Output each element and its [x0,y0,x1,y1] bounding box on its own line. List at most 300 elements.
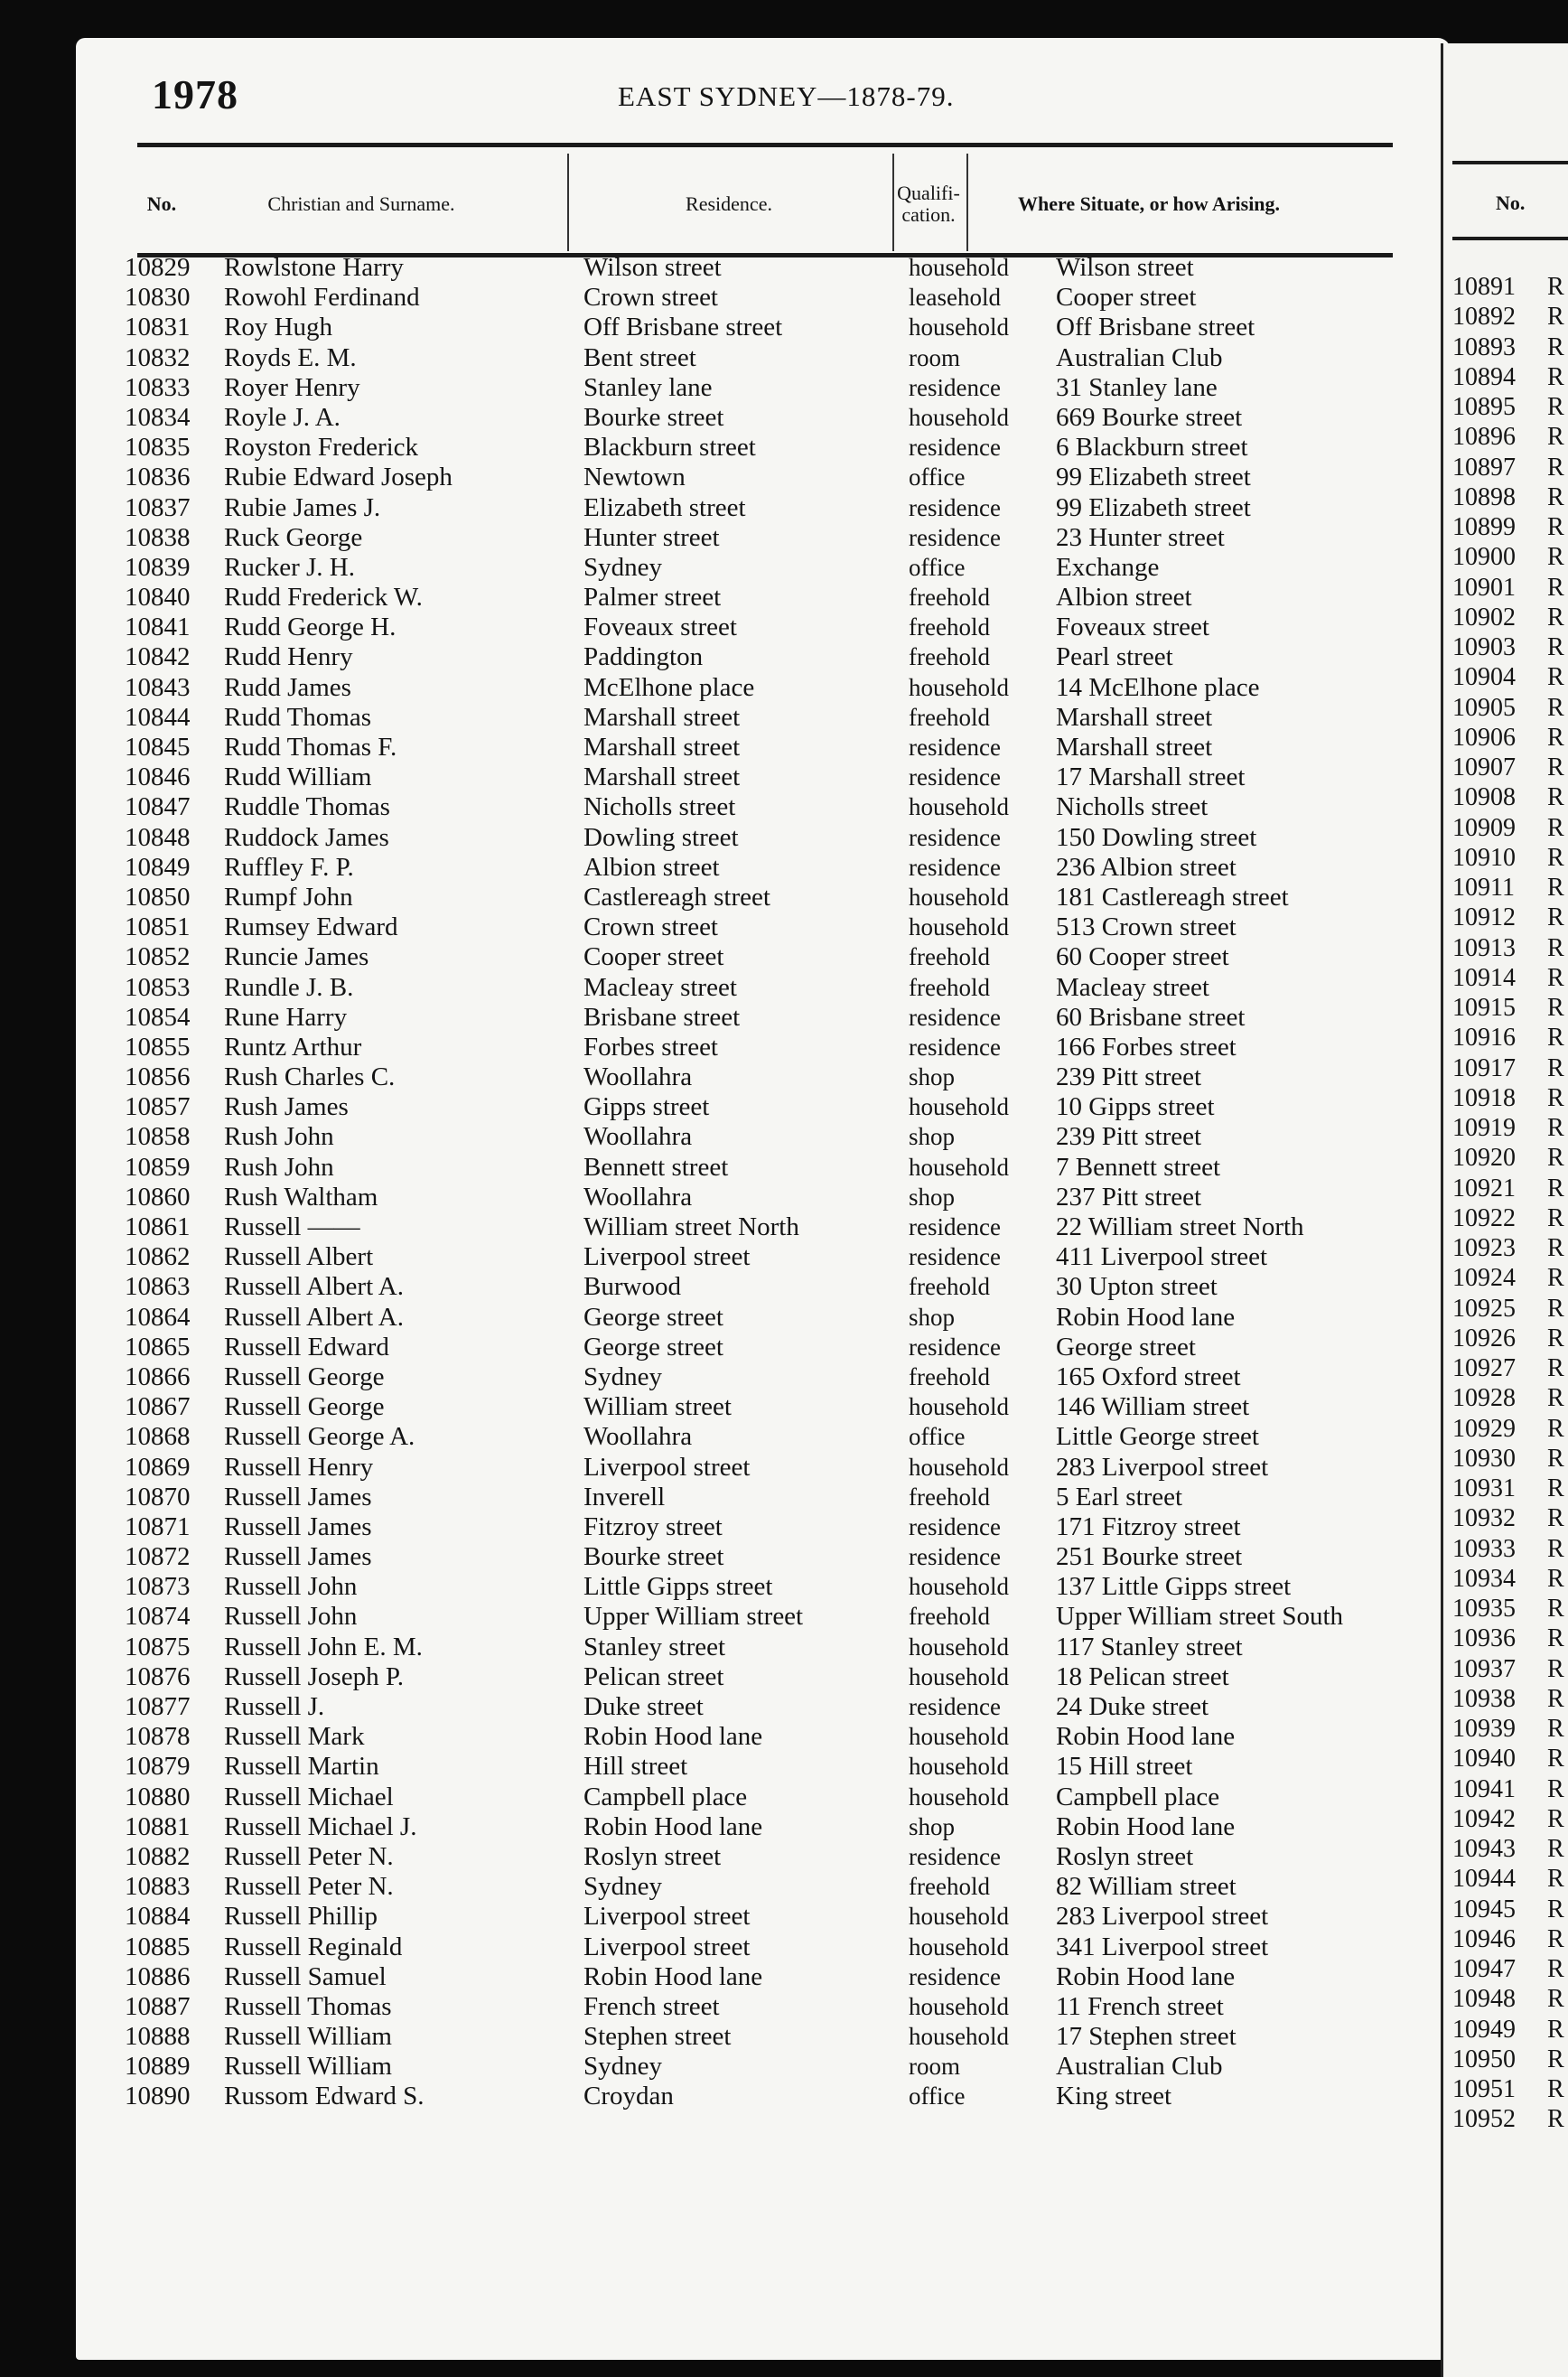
residence: Bourke street [583,402,724,432]
next-page-entry-number: 10950 [1452,2045,1516,2073]
table-row [76,1633,1431,1662]
where-situate: Albion street [1056,583,1192,613]
elector-name: Runcie James [224,942,369,972]
where-situate: 23 Hunter street [1056,522,1225,552]
next-page-row [1443,933,1568,963]
table-row [76,1333,1431,1362]
next-page-entry-number: 10911 [1452,874,1515,902]
residence: Liverpool street [583,1902,751,1932]
next-page-row [1443,1383,1568,1413]
next-page-row [1443,2074,1568,2104]
next-page-row [1443,512,1568,542]
column-header-qualification-line1: Qualifi- [897,181,960,204]
elector-name: Russom Edward S. [224,2082,425,2111]
entry-number: 10886 [125,1961,191,1991]
where-situate: 60 Brisbane street [1056,1002,1246,1032]
residence: Bent street [583,342,696,372]
elector-name: Russell Albert [224,1242,374,1272]
elector-name: Russell Peter N. [224,1872,394,1902]
qualification: office [909,1423,966,1451]
residence: William street North [583,1212,799,1241]
next-page-row [1443,1534,1568,1564]
next-page-entry-number: 10925 [1452,1294,1516,1323]
residence: Stanley lane [583,372,713,402]
entry-number: 10856 [125,1062,191,1092]
elector-name: Russell Peter N. [224,1841,394,1871]
residence: Albion street [583,852,720,882]
entry-number: 10883 [125,1872,191,1902]
where-situate: Exchange [1056,552,1160,582]
next-page-entry-number: 10903 [1452,633,1516,661]
where-situate: 17 Marshall street [1056,763,1246,792]
qualification: shop [909,1183,956,1211]
entry-number: 10837 [125,492,191,522]
next-page-entry-number: 10901 [1452,573,1516,602]
next-page-row [1443,1684,1568,1714]
entry-number: 10853 [125,972,191,1002]
residence: Crown street [583,283,718,313]
table-row [76,583,1431,613]
entry-number: 10850 [125,882,191,912]
next-page-name-initial: R [1547,1024,1564,1053]
where-situate: Wilson street [1056,253,1194,282]
next-page-entry-number: 10896 [1452,423,1516,452]
where-situate: 17 Stephen street [1056,2022,1237,2052]
elector-name: Russell Henry [224,1452,374,1482]
next-page-entry-number: 10908 [1452,783,1516,812]
qualification: residence [909,1213,1001,1240]
entry-number: 10839 [125,552,191,582]
table-row [76,613,1431,642]
elector-name: Russell Martin [224,1752,379,1782]
entry-number: 10842 [125,642,191,672]
next-page-entry-number: 10921 [1452,1174,1516,1203]
qualification: household [909,254,1009,281]
residence: Hill street [583,1752,688,1782]
next-page-name-initial: R [1547,1504,1564,1533]
table-row [76,313,1431,342]
table-row [76,1033,1431,1062]
qualification: room [909,343,960,371]
next-page-row [1443,2015,1568,2045]
residence: William street [583,1392,732,1422]
residence: Bourke street [583,1542,724,1572]
next-page-row [1443,302,1568,332]
next-page-entry-number: 10897 [1452,453,1516,482]
next-page-entry-number: 10952 [1452,2105,1516,2134]
qualification: freehold [909,943,990,971]
where-situate: Pearl street [1056,642,1173,672]
elector-name: Royston Frederick [224,433,419,463]
next-page-entry-number: 10909 [1452,813,1516,842]
next-page-name-initial: R [1547,1174,1564,1203]
next-page-entry-number: 10927 [1452,1354,1516,1382]
next-page-edge [1441,43,1568,2377]
where-situate: 171 Fitzroy street [1056,1511,1241,1541]
residence: Robin Hood lane [583,1961,763,1991]
table-row [76,1902,1431,1932]
qualification: household [909,1662,1009,1690]
next-page-name-initial: R [1547,393,1564,421]
entry-number: 10875 [125,1632,191,1661]
residence: Duke street [583,1692,704,1721]
elector-name: Russell Samuel [224,1961,387,1991]
qualification: residence [909,853,1001,881]
entry-number: 10882 [125,1841,191,1871]
next-page-entry-number: 10942 [1452,1804,1516,1833]
residence: Blackburn street [583,433,756,463]
next-page-name-initial: R [1547,1324,1564,1352]
table-row [76,2052,1431,2082]
elector-name: Russell James [224,1511,372,1541]
residence: Inverell [583,1482,666,1511]
next-page-entry-number: 10929 [1452,1414,1516,1443]
where-situate: 99 Elizabeth street [1056,492,1251,522]
next-page-entry-number: 10905 [1452,693,1516,722]
next-page-entry-number: 10893 [1452,332,1516,361]
residence: Foveaux street [583,613,737,642]
elector-name: Ruddock James [224,822,389,852]
next-page-row [1443,693,1568,723]
elector-name: Rowlstone Harry [224,253,404,282]
next-page-row [1443,573,1568,603]
next-page-name-initial: R [1547,362,1564,391]
table-row [76,1842,1431,1872]
next-page-entry-number: 10920 [1452,1144,1516,1173]
next-page-row [1443,362,1568,392]
next-page-entry-number: 10937 [1452,1654,1516,1683]
table-row [76,283,1431,313]
next-page-row [1443,993,1568,1023]
next-page-row [1443,1053,1568,1083]
next-page-row [1443,1203,1568,1233]
entry-number: 10877 [125,1692,191,1721]
next-page-entry-number: 10948 [1452,1985,1516,2014]
elector-name: Russell Albert A. [224,1272,404,1302]
next-page-entry-number: 10928 [1452,1384,1516,1413]
next-page-entry-number: 10900 [1452,543,1516,572]
qualification: residence [909,1512,1001,1540]
next-page-row [1443,1834,1568,1864]
table-row [76,1542,1431,1572]
residence: Robin Hood lane [583,1722,763,1752]
table-row [76,1962,1431,1992]
qualification: household [909,1453,1009,1481]
next-page-entry-number: 10894 [1452,362,1516,391]
next-page-row [1443,422,1568,452]
qualification: household [909,1753,1009,1781]
elector-name: Royle J. A. [224,402,341,432]
qualification: household [909,403,1009,431]
next-page-entry-number: 10906 [1452,723,1516,752]
elector-name: Rush John [224,1122,334,1152]
where-situate: 237 Pitt street [1056,1182,1202,1212]
residence: Castlereagh street [583,882,770,912]
elector-name: Rush Waltham [224,1182,378,1212]
elector-name: Ruffley F. P. [224,852,354,882]
elector-name: Ruddle Thomas [224,792,390,822]
entry-number: 10867 [125,1392,191,1422]
residence: Sydney [583,552,662,582]
table-row [76,403,1431,433]
next-page-row [1443,1774,1568,1804]
where-situate: Marshall street [1056,702,1213,732]
elector-name: Russell —— [224,1212,360,1241]
where-situate: 24 Duke street [1056,1692,1209,1721]
qualification: household [909,1633,1009,1661]
table-row [76,1783,1431,1812]
where-situate: Robin Hood lane [1056,1302,1236,1332]
elector-name: Rucker J. H. [224,552,355,582]
where-situate: 150 Dowling street [1056,822,1257,852]
next-page-name-initial: R [1547,453,1564,482]
where-situate: 181 Castlereagh street [1056,882,1289,912]
table-row [76,1062,1431,1092]
residence: Cooper street [583,942,724,972]
entry-number: 10874 [125,1602,191,1632]
table-row [76,433,1431,463]
next-page-name-initial: R [1547,1684,1564,1713]
running-head: EAST SYDNEY—1878-79. [618,80,955,112]
residence: Fitzroy street [583,1511,723,1541]
table-row [76,942,1431,972]
entry-number: 10831 [125,313,191,342]
elector-name: Russell Michael [224,1782,394,1811]
where-situate: 60 Cooper street [1056,942,1229,972]
next-page-name-initial: R [1547,723,1564,752]
table-row [76,553,1431,583]
next-page-entry-number: 10936 [1452,1624,1516,1653]
next-page-entry-number: 10932 [1452,1504,1516,1533]
next-page-name-initial: R [1547,2015,1564,2044]
elector-name: Rudd Frederick W. [224,583,423,613]
entry-number: 10885 [125,1932,191,1961]
residence: Woollahra [583,1062,693,1092]
next-page-name-initial: R [1547,1564,1564,1593]
qualification: office [909,2082,966,2110]
qualification: residence [909,1033,1001,1061]
next-page-name-initial: R [1547,663,1564,692]
qualification: residence [909,763,1001,791]
column-header-qualification-line2: cation. [901,203,956,226]
where-situate: Marshall street [1056,733,1213,762]
qualification: residence [909,1243,1001,1271]
next-page-row [1443,1864,1568,1894]
next-page-row [1443,603,1568,632]
next-page-entry-number: 10919 [1452,1114,1516,1142]
next-page-row [1443,1954,1568,1984]
residence: Marshall street [583,733,741,762]
residence: Newtown [583,463,686,492]
residence: Marshall street [583,763,741,792]
entry-number: 10868 [125,1422,191,1452]
table-row [76,1212,1431,1242]
next-page-row [1443,332,1568,362]
qualification: freehold [909,1273,990,1301]
entry-number: 10851 [125,912,191,942]
entry-number: 10866 [125,1362,191,1391]
residence: Sydney [583,1362,662,1391]
table-row [76,2082,1431,2111]
table-row [76,2022,1431,2052]
next-page-row [1443,1474,1568,1503]
next-page-row [1443,1895,1568,1924]
next-page-name-initial: R [1547,1144,1564,1173]
next-page-name-initial: R [1547,903,1564,932]
next-page-entry-number: 10904 [1452,663,1516,692]
qualification: shop [909,1123,956,1151]
next-page-name-initial: R [1547,513,1564,541]
where-situate: Robin Hood lane [1056,1961,1236,1991]
where-situate: 137 Little Gipps street [1056,1572,1292,1602]
next-page-entry-number: 10944 [1452,1865,1516,1894]
residence: Brisbane street [583,1002,741,1032]
entry-number: 10847 [125,792,191,822]
next-page-row [1443,873,1568,903]
entry-number: 10857 [125,1092,191,1122]
next-page-entry-number: 10902 [1452,603,1516,632]
next-page-entry-number: 10899 [1452,513,1516,541]
entry-number: 10865 [125,1332,191,1362]
qualification: residence [909,1543,1001,1571]
next-page-row [1443,1984,1568,2014]
next-page-name-initial: R [1547,1264,1564,1293]
entry-number: 10863 [125,1272,191,1302]
next-page-name-initial: R [1547,1835,1564,1863]
qualification: residence [909,734,1001,761]
entry-number: 10889 [125,2052,191,2082]
entry-number: 10832 [125,342,191,372]
next-page-entry-number: 10898 [1452,482,1516,511]
next-page-entry-number: 10926 [1452,1324,1516,1352]
table-row [76,1092,1431,1122]
entry-number: 10873 [125,1572,191,1602]
where-situate: Australian Club [1056,342,1223,372]
residence: Liverpool street [583,1932,751,1961]
residence: Woollahra [583,1122,693,1152]
qualification: shop [909,1303,956,1331]
next-page-entry-number: 10938 [1452,1684,1516,1713]
elector-name: Russell James [224,1542,372,1572]
table-row [76,823,1431,853]
residence: Crown street [583,912,718,942]
next-page-row [1443,903,1568,932]
elector-name: Royer Henry [224,372,360,402]
qualification: office [909,463,966,491]
residence: Off Brisbane street [583,313,783,342]
elector-name: Russell Reginald [224,1932,403,1961]
entry-number: 10848 [125,822,191,852]
qualification: freehold [909,1483,990,1511]
entry-number: 10884 [125,1902,191,1932]
residence: McElhone place [583,672,755,702]
elector-name: Rudd George H. [224,613,397,642]
next-page-name-initial: R [1547,482,1564,511]
table-row [76,1722,1431,1752]
table-row [76,1483,1431,1512]
next-page-name-initial: R [1547,933,1564,962]
next-page-name-initial: R [1547,2105,1564,2134]
next-page-row [1443,782,1568,812]
elector-name: Rowohl Ferdinand [224,283,420,313]
next-page-name-initial: R [1547,1654,1564,1683]
entry-number: 10836 [125,463,191,492]
register-page [76,38,1451,2360]
next-page-column-header-no: No. [1496,192,1526,214]
next-page-name-initial: R [1547,1203,1564,1232]
entry-number: 10870 [125,1482,191,1511]
next-page-entry-number: 10892 [1452,303,1516,332]
next-page-row [1443,723,1568,753]
residence: Gipps street [583,1092,710,1122]
residence: Liverpool street [583,1242,751,1272]
table-row [76,1752,1431,1782]
table-row [76,493,1431,523]
qualification: household [909,1903,1009,1931]
next-page-name-initial: R [1547,1474,1564,1502]
next-page-name-initial: R [1547,1745,1564,1773]
residence: Pelican street [583,1661,724,1691]
qualification: freehold [909,643,990,671]
entry-number: 10880 [125,1782,191,1811]
next-page-row [1443,1353,1568,1383]
qualification: household [909,1573,1009,1601]
where-situate: Campbell place [1056,1782,1220,1811]
next-page-name-initial: R [1547,1053,1564,1082]
next-page-name-initial: R [1547,1444,1564,1473]
next-page-name-initial: R [1547,1624,1564,1653]
qualification: household [909,883,1009,911]
qualification: household [909,793,1009,821]
next-page-row [1443,1083,1568,1113]
where-situate: Off Brisbane street [1056,313,1255,342]
residence: Paddington [583,642,704,672]
next-page-entry-number: 10912 [1452,903,1516,932]
entry-number: 10887 [125,1991,191,2021]
next-page-row [1443,1324,1568,1353]
next-page-name-initial: R [1547,1384,1564,1413]
entry-number: 10835 [125,433,191,463]
next-page-name-initial: R [1547,1294,1564,1323]
qualification: household [909,1932,1009,1961]
elector-name: Rumpf John [224,882,353,912]
table-row [76,1872,1431,1902]
table-row [76,1932,1431,1962]
next-page-name-initial: R [1547,1865,1564,1894]
table-row [76,973,1431,1003]
entry-number: 10841 [125,613,191,642]
table-row [76,703,1431,733]
entry-number: 10855 [125,1032,191,1062]
entry-number: 10852 [125,942,191,972]
table-row [76,253,1431,283]
next-page-entry-number: 10949 [1452,2015,1516,2044]
next-page-entry-number: 10917 [1452,1053,1516,1082]
next-page-entry-number: 10922 [1452,1203,1516,1232]
where-situate: 14 McElhone place [1056,672,1260,702]
next-page-entry-number: 10924 [1452,1264,1516,1293]
where-situate: 30 Upton street [1056,1272,1218,1302]
residence: Croydan [583,2082,674,2111]
next-page-entry-number: 10910 [1452,843,1516,872]
entry-number: 10872 [125,1542,191,1572]
table-row [76,1392,1431,1422]
where-situate: King street [1056,2082,1172,2111]
next-page-name-initial: R [1547,2045,1564,2073]
next-page-entry-number: 10895 [1452,393,1516,421]
qualification: residence [909,493,1001,521]
qualification: freehold [909,1873,990,1901]
